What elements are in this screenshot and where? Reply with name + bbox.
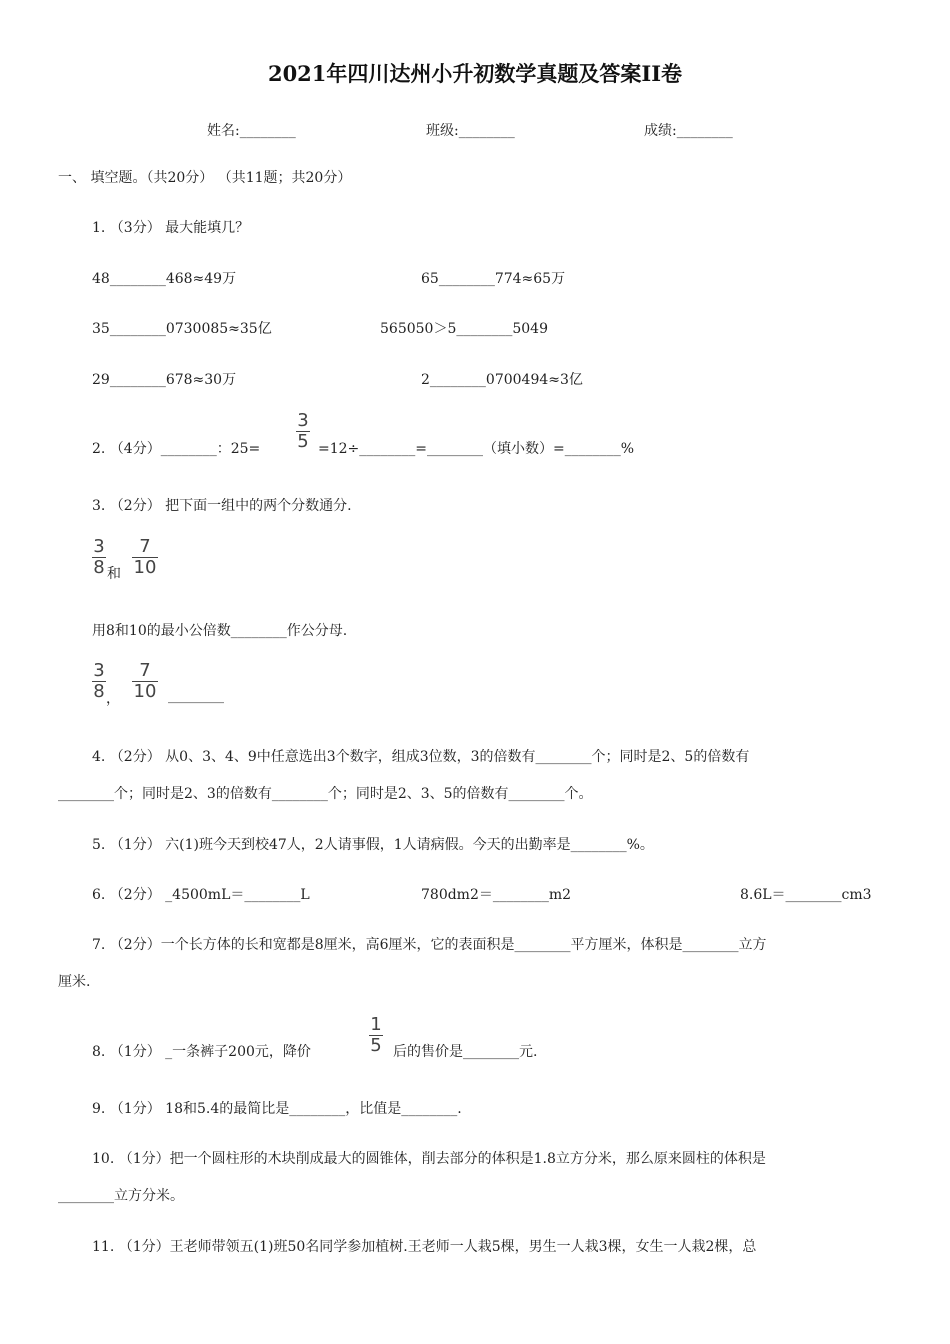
q6-part-a: 6. （2分） _4500mL＝________L <box>92 887 310 903</box>
q3-fraction-3-numerator: 3 <box>93 660 105 681</box>
q3-and-text: 和 <box>107 566 121 582</box>
q3-fraction-4-denominator: 10 <box>133 681 157 702</box>
q3-line-2: 用8和10的最小公倍数________作公分母. <box>92 623 348 639</box>
q10-line-2: ________立方分米。 <box>58 1188 184 1204</box>
q3-fraction-2 <box>132 538 158 577</box>
q3-fraction-2-denominator: 10 <box>133 557 157 578</box>
q1-item-4: 565050＞5________5049 <box>380 321 548 337</box>
q10-line-1: 10. （1分）把一个圆柱形的木块削成最大的圆锥体，削去部分的体积是1.8立方分米，那么原来圆柱的体积是 <box>92 1151 766 1167</box>
q7-line-2: 厘米. <box>58 974 91 990</box>
q2-fraction-denominator: 5 <box>297 431 309 452</box>
q3-fraction-4-numerator: 7 <box>139 660 151 681</box>
q8-prefix: 8. （1分） _一条裤子200元，降价 <box>92 1044 311 1060</box>
q6-part-c: 8.6L＝________cm3 <box>740 887 872 903</box>
q3-comma: ， <box>106 691 120 707</box>
q9-text: 9. （1分） 18和5.4的最简比是________，比值是________. <box>92 1101 462 1117</box>
q1-item-3: 35________0730085≈35亿 <box>92 321 272 337</box>
q8-suffix: 后的售价是________元. <box>393 1044 538 1060</box>
name-field-label: 姓名:________ <box>207 123 296 139</box>
q8-fraction-denominator: 5 <box>370 1035 382 1056</box>
q2-suffix: =12÷________=________（填小数）=________% <box>318 441 635 457</box>
q3-fraction-2-numerator: 7 <box>139 536 151 557</box>
score-field-label: 成绩:________ <box>644 123 733 139</box>
q8-fraction <box>369 1016 383 1055</box>
q2-fraction <box>296 412 310 451</box>
q3-fraction-1-numerator: 3 <box>93 536 105 557</box>
q3-fraction-3-denominator: 8 <box>93 681 105 702</box>
q2-fraction-numerator: 3 <box>297 410 309 431</box>
q4-line-2: ________个；同时是2、3的倍数有________个；同时是2、3、5的倍数有________个。 <box>58 786 593 802</box>
q1-item-2: 65________774≈65万 <box>421 271 566 287</box>
q3-fraction-4 <box>132 662 158 701</box>
page-title: 2021年四川达州小升初数学真题及答案II卷 <box>267 61 683 86</box>
q3-answer-blank: ________ <box>168 688 224 704</box>
q6-part-b: 780dm2＝________m2 <box>421 887 572 903</box>
section-heading: 一、 填空题。（共20分） （共11题；共20分） <box>58 170 352 186</box>
class-field-label: 班级:________ <box>426 123 515 139</box>
q1-item-6: 2________0700494≈3亿 <box>421 372 583 388</box>
q11-line-1: 11. （1分）王老师带领五(1)班50名同学参加植树.王老师一人栽5棵，男生一人栽3棵，女生一人栽2棵，总 <box>92 1239 757 1255</box>
q3-fraction-1 <box>92 538 106 577</box>
q1-item-5: 29________678≈30万 <box>92 372 237 388</box>
q7-line-1: 7. （2分）一个长方体的长和宽都是8厘米，高6厘米，它的表面积是________平方厘米，体积是________立方 <box>92 937 767 953</box>
q4-line-1: 4. （2分） 从0、3、4、9中任意选出3个数字，组成3位数，3的倍数有________个；同时是2、5的倍数有 <box>92 749 750 765</box>
q3-fraction-1-denominator: 8 <box>93 557 105 578</box>
q1-stem: 1. （3分） 最大能填几？ <box>92 220 250 236</box>
q5-text: 5. （1分） 六(1)班今天到校47人，2人请事假，1人请病假。今天的出勤率是________%。 <box>92 837 654 853</box>
q3-stem: 3. （2分） 把下面一组中的两个分数通分. <box>92 498 352 514</box>
q8-fraction-numerator: 1 <box>370 1014 382 1035</box>
q1-item-1: 48________468≈49万 <box>92 271 237 287</box>
q3-fraction-3 <box>92 662 106 701</box>
q2-prefix: 2. （4分）________：25= <box>92 441 261 457</box>
